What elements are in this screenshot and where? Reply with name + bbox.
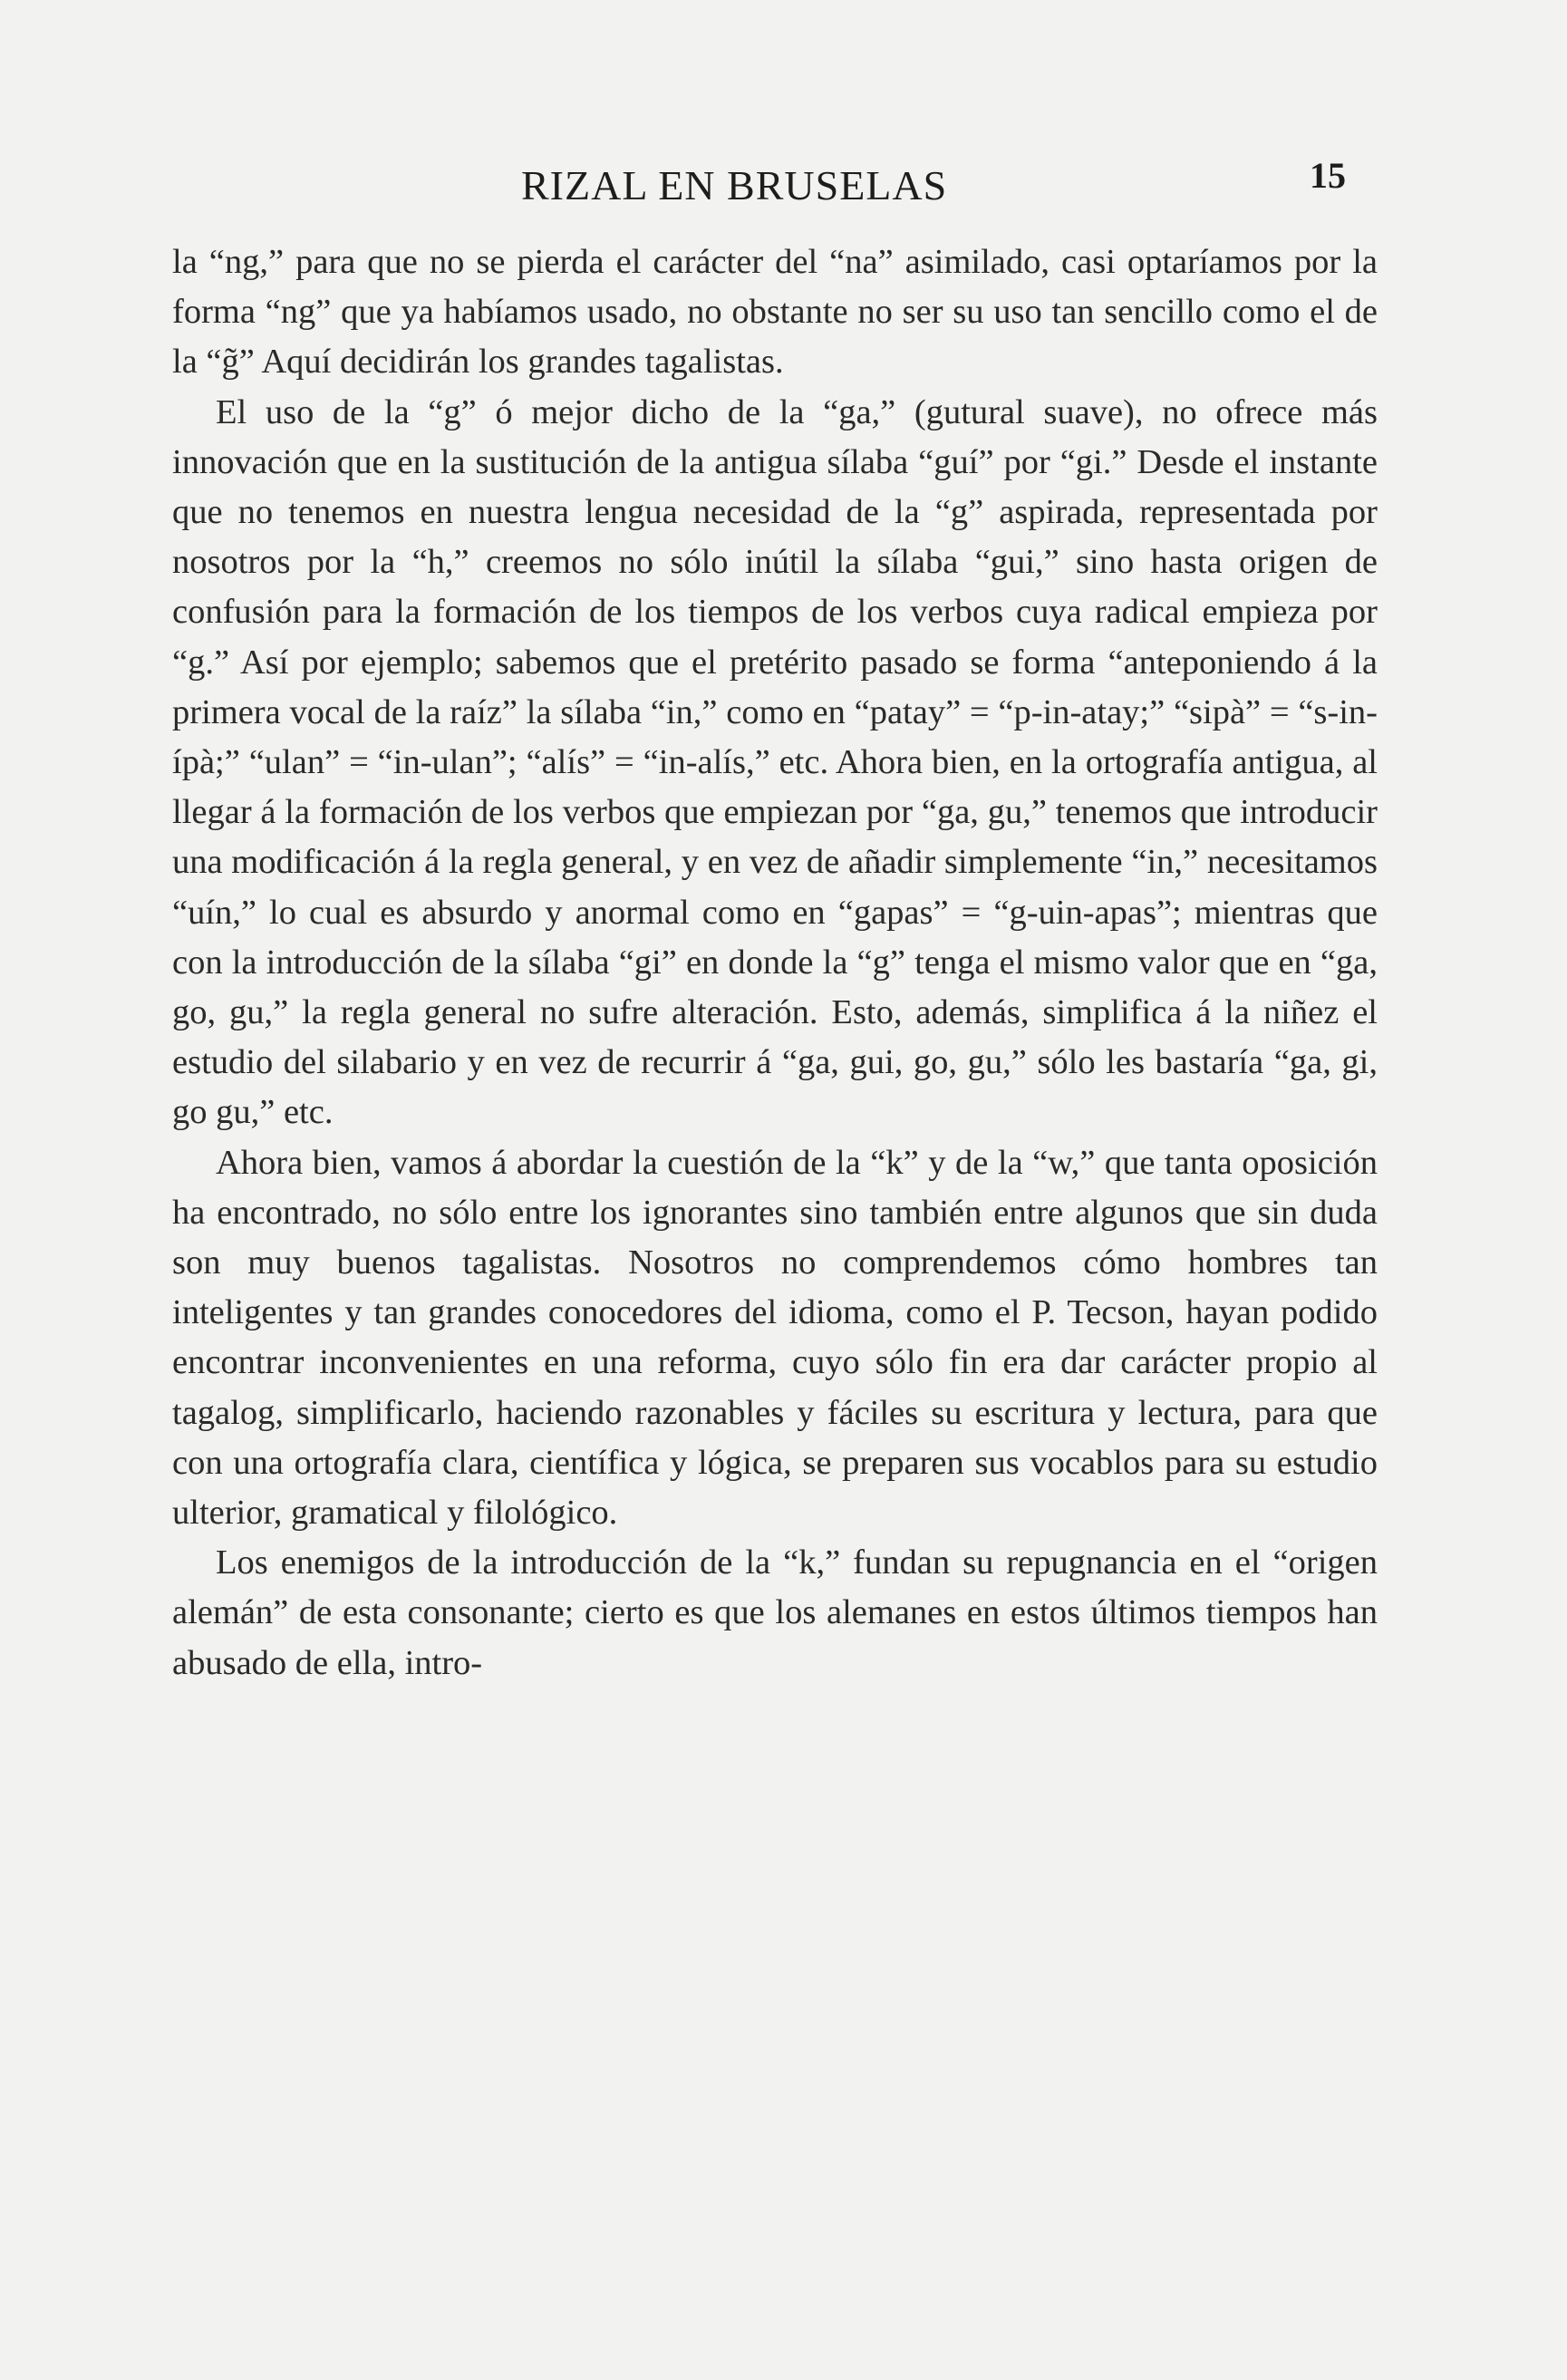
paragraph-3: Ahora bien, vamos á abordar la cuestión de la “k” y de la “w,” que tanta oposición ha encontrado, no sólo entre los ignorantes sino también entre algunos que sin duda son muy buenos tagalistas. Nosotros no comprendemos cómo hombres tan inteligentes y tan grandes conocedores del idioma, como el P. Tecson, hayan podido encontrar inconvenientes en una reforma, cuyo sólo fin era dar carácter propio al tagalog, simplificarlo, haciendo razonables y fáciles su escritura y lectura, para que con una ortografía clara, científica y lógica, se preparen sus vocablos para su estudio ulterior, gramatical y filológico. bbox=[172, 1143, 1378, 1533]
running-title: RIZAL EN BRUSELAS bbox=[521, 162, 948, 208]
paragraph-2: El uso de la “g” ó mejor dicho de la “ga,” (gutural suave), no ofrece más innovación que en la sustitución de la antigua sílaba “guí” por “gi.” Desde el instante que no tenemos en nuestra lengua necesidad de la “g” aspirada, representada por nosotros por la “h,” creemos no sólo inútil la sílaba “gui,” sino hasta origen de confusión para la formación de los tiempos de los verbos cuya radical empieza por “g.” Así por ejemplo; sabemos que el pretérito pasado se forma “anteponiendo á la primera vocal de la raíz” la sílaba “in,” como en “patay” = “p-in-atay;” “sipà” = “s-in-ípà;” “ulan” = “in-ulan”; “alís” = “in-alís,” etc. Ahora bien, en la ortografía antigua, al llegar á la formación de los verbos que empiezan por “ga, gu,” tenemos que introducir una modificación á la regla general, y en vez de añadir simplemente “in,” necesitamos “uín,” lo cual es absurdo y anormal como en “gapas” = “g-uin-apas”; mientras que con la introducción de la sílaba “gi” en donde la “g” tenga el mismo valor que en “ga, go, gu,” la regla general no sufre alteración. Esto, además, simplifica á la niñez el estudio del silabario y en vez de recurrir á “ga, gui, go, gu,” sólo les bastaría “ga, gi, go gu,” etc. bbox=[172, 392, 1378, 1132]
body-text bbox=[172, 237, 1378, 1688]
page-number: 15 bbox=[1310, 155, 1346, 196]
paragraph-4: Los enemigos de la introducción de la “k,” fundan su repugnancia en el “origen alemán” de esta consonante; cierto es que los alemanes en estos últimos tiempos han abusado de ella, intro- bbox=[172, 1543, 1378, 1682]
paragraph-1: la “ng,” para que no se pierda el carácter del “na” asimilado, casi optaríamos por la forma “ng” que ya habíamos usado, no obstante no ser su uso tan sencillo como el de la “g̃” Aquí decidirán los grandes tagalistas. bbox=[172, 243, 1378, 382]
page-header bbox=[0, 154, 1567, 218]
